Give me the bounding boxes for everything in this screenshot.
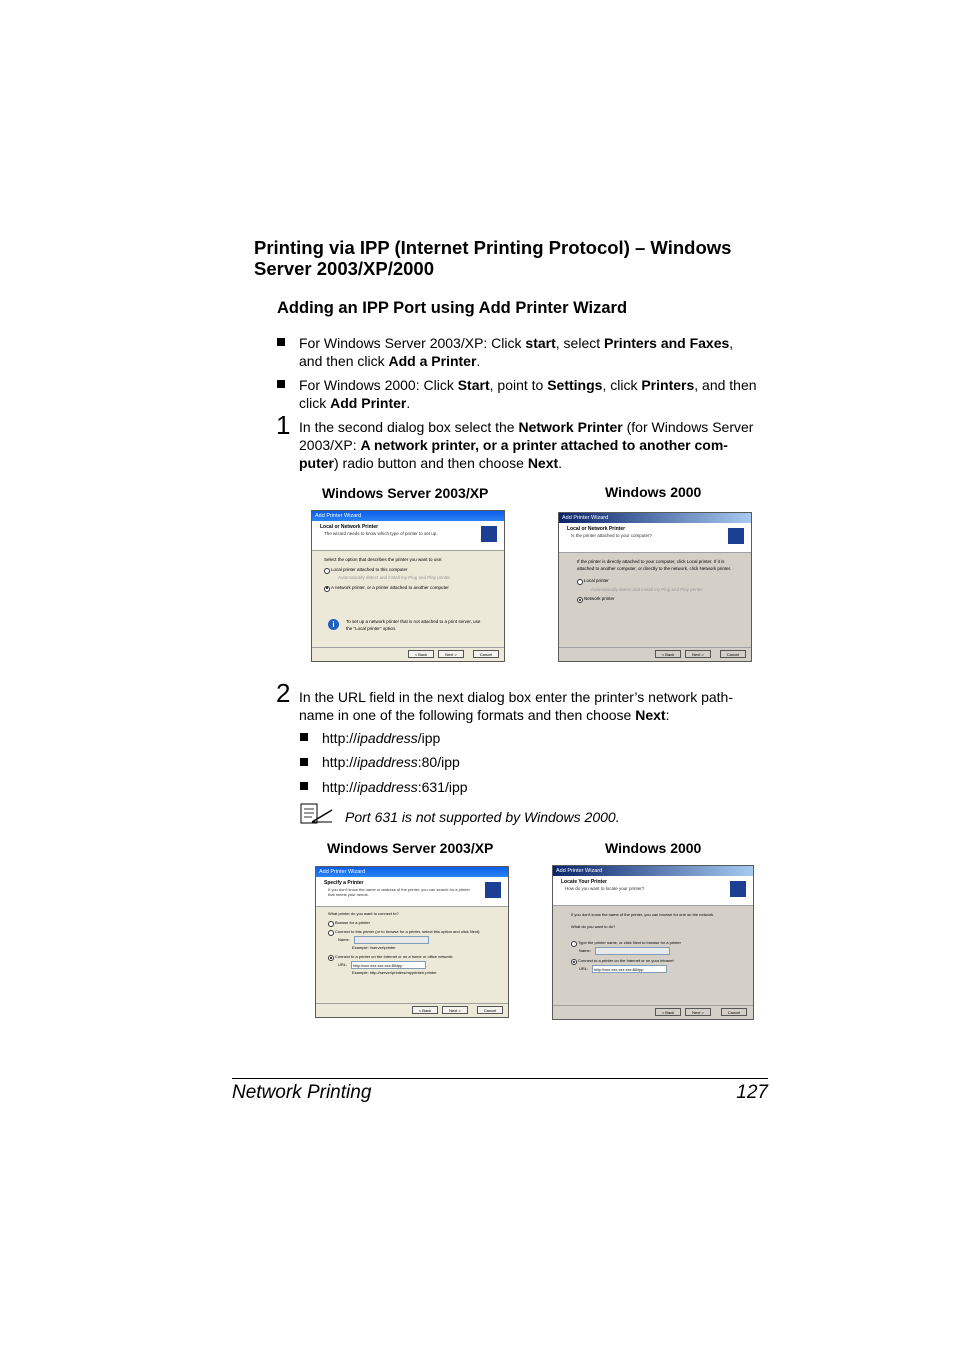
bullet-item-2000: For Windows 2000: Click Start, point to Settings, click Printers, and then click Add Printer. [299,377,757,411]
url-format-1: http://ipaddress/ipp [322,730,441,746]
dialog-info-text: To set up a network printer that is not attached to a print server, use the "Local printer" option. [346,619,481,631]
bullet-marker [300,758,308,766]
cancel-button[interactable]: Cancel [721,1008,747,1016]
step-number-1: 1 [276,410,291,440]
back-button[interactable]: < Back [412,1006,438,1014]
dialog-header-title: Local or Network Printer [320,524,379,530]
back-button[interactable]: < Back [655,650,681,658]
radio-type-printer-name[interactable]: Type the printer name, or click Next to browse for a printer [571,940,739,946]
dialog-title: Add Printer Wizard [553,866,753,876]
radio-network-printer[interactable]: Network printer [577,596,733,603]
name-input[interactable] [595,947,670,955]
bullet-item-xp: For Windows Server 2003/XP: Click start, select Printers and Faxes, and then click Add a Printer. [299,335,734,369]
printer-wizard-icon [729,880,747,898]
screenshot-2000-locate-printer [552,865,754,1020]
caption-xp-1: Windows Server 2003/XP [322,485,489,501]
dialog-header-title: Local or Network Printer [567,526,626,532]
radio-local-printer[interactable]: Local printer attached to this computer [324,567,492,574]
url-format-3: http://ipaddress:631/ipp [322,779,468,795]
step-1-text: In the second dialog box select the Network Printer (for Windows Server 2003/XP: A network printer, or a printer attached to another com- puter) radio button and then choose Next. [299,419,754,471]
caption-xp-2: Windows Server 2003/XP [327,840,494,856]
url-format-2: http://ipaddress:80/ipp [322,754,460,770]
name-input[interactable] [354,936,429,944]
step-2-text: In the URL field in the next dialog box enter the printer’s network path- name in one of the following formats and then choose Next: [299,689,733,723]
dialog-header-subtitle: The wizard needs to know which type of printer to set up. [324,531,438,536]
section-heading: Printing via IPP (Internet Printing Protocol) – Windows Server 2003/XP/2000 [254,237,732,279]
dialog-prompt: If the printer is directly attached to your computer, click Local printer. If it is attached to another computer, or directly to the network, click Network printer. [577,559,732,571]
dialog-title: Add Printer Wizard [316,867,508,877]
url-label: URL: [338,962,348,968]
footer-rule [232,1078,768,1079]
back-button[interactable]: < Back [408,650,434,658]
screenshot-xp-local-or-network [311,510,505,662]
bullet-marker [300,733,308,741]
back-button[interactable]: < Back [655,1008,681,1016]
dialog-header-subtitle: Is the printer attached to your computer? [571,533,653,538]
url-label: URL: [579,966,589,972]
radio-connect-internet[interactable]: Connect to a printer on the Internet or on a home or office network: [328,954,496,960]
printer-wizard-icon [727,527,745,545]
footer-section: Network Printing [232,1082,372,1103]
dialog-header-subtitle: How do you want to locate your printer? [565,886,645,891]
name-label: Name: [338,937,350,943]
cancel-button[interactable]: Cancel [477,1006,503,1014]
next-button[interactable]: Next > [442,1006,468,1014]
url-input[interactable]: http://xxx.xxx.xxx.xxx:80/ipp [351,961,426,969]
dialog-header-title: Locate Your Printer [561,879,607,885]
info-icon: i [328,619,339,630]
cancel-button[interactable]: Cancel [473,650,499,658]
caption-2000-2: Windows 2000 [605,840,702,856]
next-button[interactable]: Next > [438,650,464,658]
dialog-title: Add Printer Wizard [559,513,751,523]
bullet-marker [277,338,285,346]
note-text: Port 631 is not supported by Windows 2000. [345,809,620,825]
dialog-prompt: If you don't know the name of the printer, you can browse for one on the network. [571,912,715,917]
name-label: Name: [579,948,591,954]
bullet-marker [277,380,285,388]
radio-local-printer[interactable]: Local printer [577,578,733,585]
screenshot-xp-specify-printer [315,866,509,1018]
dialog-question: What do you want to do? [571,924,616,929]
next-button[interactable]: Next > [685,650,711,658]
example-url: Example: http://server/printers/myprinter/.printer [352,970,437,975]
cancel-button[interactable]: Cancel [720,650,746,658]
radio-browse-printer[interactable]: Browse for a printer [328,920,496,926]
screenshot-2000-local-or-network [558,512,752,662]
url-input[interactable]: http://xxx.xxx.xxx.xxx:80/ipp [592,965,667,973]
radio-network-printer[interactable]: A network printer, or a printer attached to another computer [324,585,492,592]
dialog-title: Add Printer Wizard [312,511,504,521]
dialog-header-title: Specify a Printer [324,880,364,886]
next-button[interactable]: Next > [685,1008,711,1016]
subsection-heading: Adding an IPP Port using Add Printer Wizard [277,299,628,317]
caption-2000-1: Windows 2000 [605,484,702,500]
dialog-prompt: Select the option that describes the printer you want to use: [324,557,443,562]
step-number-2: 2 [276,678,291,708]
checkbox-plug-and-play[interactable]: Automatically detect and install my Plug and Play printer [338,575,451,580]
checkbox-plug-and-play[interactable]: Automatically detect and install my Plug and Play printer [591,586,704,592]
bullet-marker [300,782,308,790]
radio-connect-this-printer[interactable]: Connect to this printer (or to browse for a printer, select this option and click Next): [328,929,496,935]
printer-wizard-icon [480,525,498,543]
example-server: Example: \\server\printer [352,945,396,950]
printer-wizard-icon [484,881,502,899]
page-number: 127 [736,1082,768,1103]
dialog-header-subtitle: If you don't know the name or address of the printer, you can search for a printer that meets your needs. [328,887,470,897]
dialog-prompt: What printer do you want to connect to? [328,911,399,916]
note-icon [300,803,334,825]
radio-connect-internet[interactable]: Connect to a printer on the Internet or on your intranet [571,958,739,964]
